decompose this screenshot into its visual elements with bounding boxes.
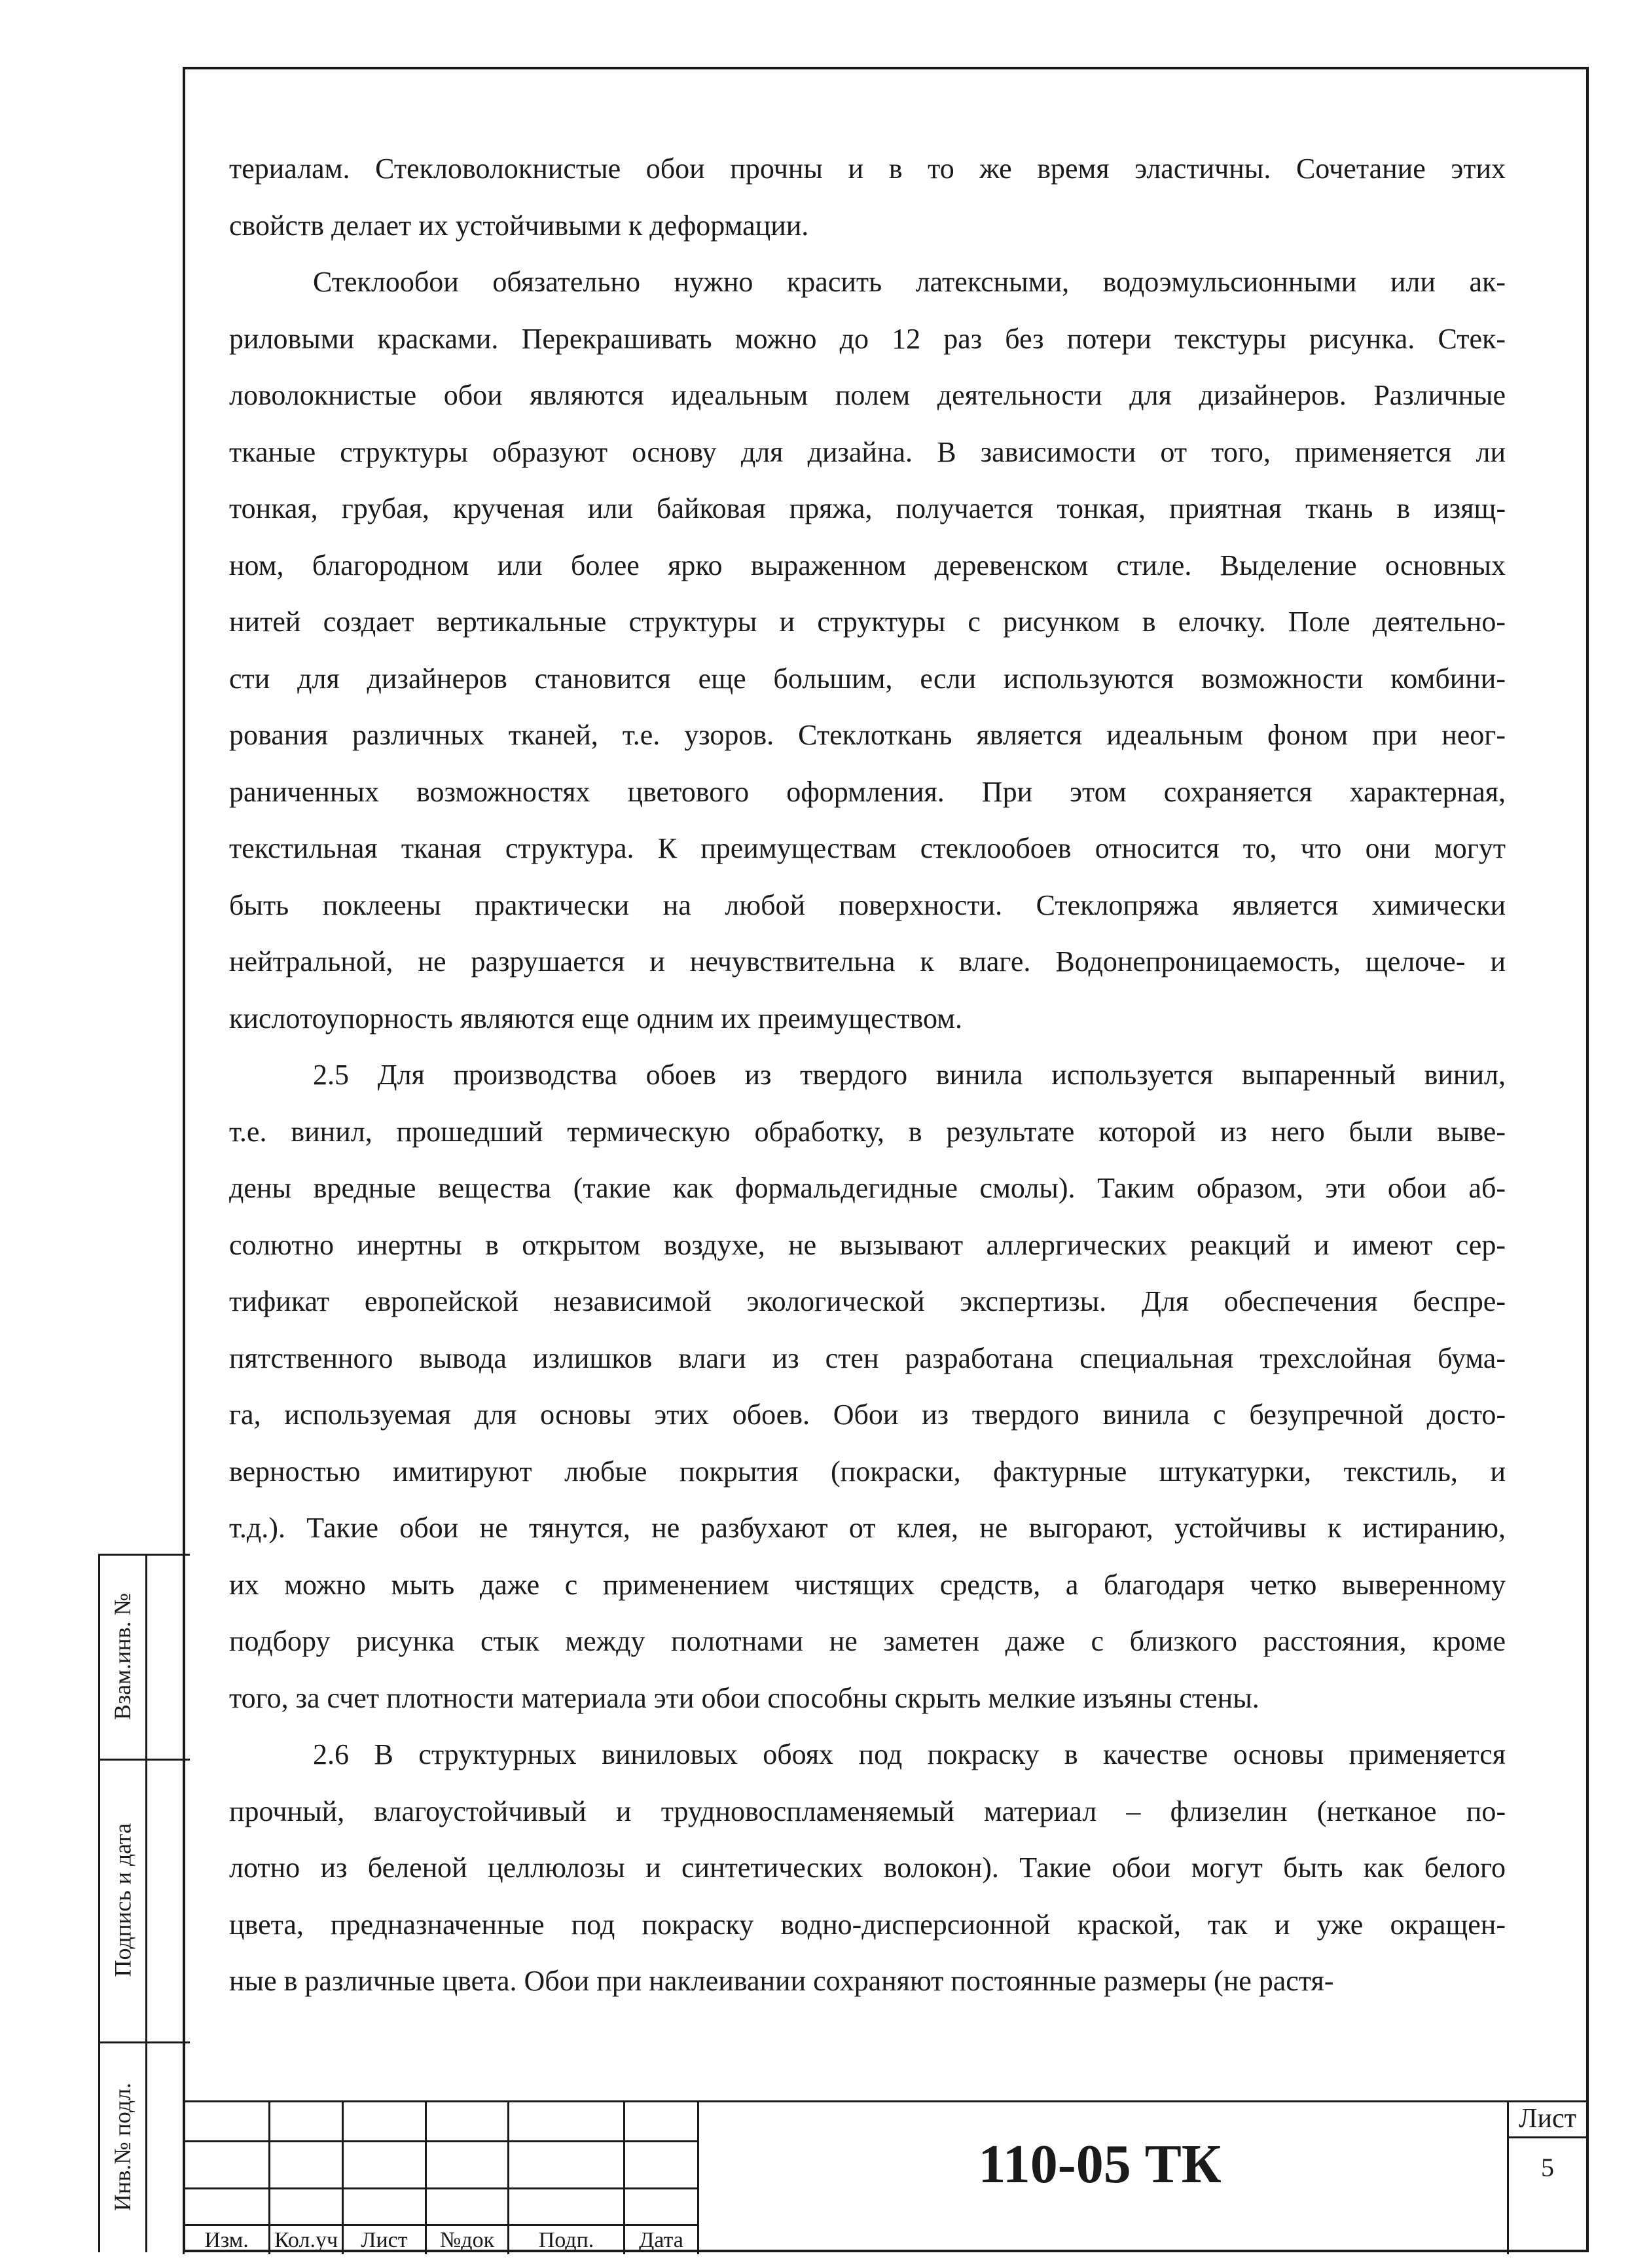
text-line: свойств делает их устойчивыми к деформации. xyxy=(229,209,809,242)
text-line: быть поклеены практически на любой поверхности. Стеклопряжа является химически xyxy=(229,888,1506,921)
text-line: лотно из беленой целлюлозы и синтетических волокон). Такие обои могут быть как белого xyxy=(229,1852,1506,1884)
text-line: тканые структуры образуют основу для дизайна. В зависимости от того, применяется ли xyxy=(229,435,1506,468)
paragraph xyxy=(229,141,1506,254)
text-line: цвета, предназначенные под покраску водно-дисперсионной краской, так и уже окращен- xyxy=(229,1908,1506,1941)
col-date: Дата xyxy=(639,2228,683,2252)
side-label-replace-inv: Взам.инв. № xyxy=(109,1592,136,1720)
text-line: ловолокнистые обои являются идеальным полем деятельности для дизайнеров. Различные xyxy=(229,379,1506,411)
text-line: нитей создает вертикальные структуры и структуры с рисунком в елочку. Поле деятельно- xyxy=(229,606,1506,638)
text-line: териалам. Стекловолокнистые обои прочны и в то же время эластичны. Сочетание этих xyxy=(229,153,1506,185)
text-line: подбору рисунка стык между полотнами не заметен даже с близкого расстояния, кроме xyxy=(229,1625,1506,1657)
text-line: т.д.). Такие обои не тянутся, не разбухают от клея, не выгорают, устойчивы к истиранию, xyxy=(229,1512,1506,1544)
col-count: Кол.уч xyxy=(274,2228,338,2252)
sheet-number: 5 xyxy=(1541,2152,1554,2182)
text-line: солютно инертны в открытом воздухе, не вызывают аллергических реакций и имеют сер- xyxy=(229,1228,1506,1261)
text-line: кислотоупорность являются еще одним их преимуществом. xyxy=(229,1002,963,1034)
side-stamp xyxy=(98,1554,190,2252)
text-line: прочный, влагоустойчивый и трудновоспламеняемый материал – флизелин (нетканое по- xyxy=(229,1795,1506,1827)
text-line: дены вредные вещества (такие как формальдегидные смолы). Таким образом, эти обои аб- xyxy=(229,1172,1506,1204)
text-line: т.е. винил, прошедший термическую обработку, в результате которой из него были выве- xyxy=(229,1115,1506,1148)
text-line: того, за счет плотности материала эти обои способны скрыть мелкие изъяны стены. xyxy=(229,1681,1259,1714)
sheet-label: Лист xyxy=(1519,2104,1576,2134)
document-code: 110-05 ТК xyxy=(978,2133,1222,2195)
text-line: тонкая, грубая, крученая или байковая пряжа, получается тонкая, приятная ткань в изящ- xyxy=(229,492,1506,524)
tb-row-line xyxy=(183,2224,697,2226)
text-line: верностью имитируют любые покрытия (покраски, фактурные штукатурки, текстиль, и xyxy=(229,1455,1506,1488)
text-line: Стеклообои обязательно нужно красить латексными, водоэмульсионными или ак- xyxy=(313,266,1506,298)
col-change: Изм. xyxy=(204,2228,249,2252)
text-line: 2.5 Для производства обоев из твердого винила используется выпаренный винил, xyxy=(313,1059,1506,1091)
paragraph xyxy=(229,254,1506,1047)
text-line: пятственного вывода излишков влаги из стен разработана специальная трехслойная бума- xyxy=(229,1342,1506,1374)
col-signature: Подп. xyxy=(538,2228,594,2252)
text-line: 2.6 В структурных виниловых обоях под покраску в качестве основы применяется xyxy=(313,1738,1506,1770)
side-label-signature-date: Подпись и дата xyxy=(109,1823,136,1977)
text-line: сти для дизайнеров становится еще большим, если используются возможности комбини- xyxy=(229,662,1506,695)
paragraph xyxy=(229,1047,1506,1727)
text-line: тификат европейской независимой экологической экспертизы. Для обеспечения беспре- xyxy=(229,1285,1506,1317)
tb-row-line xyxy=(183,2187,697,2189)
body-text xyxy=(229,141,1506,2010)
side-label-original-inv: Инв.№ подл. xyxy=(109,2082,136,2212)
tb-row-line xyxy=(183,2140,697,2142)
text-line: га, используемая для основы этих обоев. Обои из твердого винила с безупречной досто- xyxy=(229,1399,1506,1431)
text-line: рования различных тканей, т.е. узоров. Стеклоткань является идеальным фоном при неог- xyxy=(229,719,1506,751)
text-line: их можно мыть даже с применением чистящих средств, а благодаря четко выверенному xyxy=(229,1568,1506,1601)
text-line: раниченных возможностях цветового оформления. При этом сохраняется характерная, xyxy=(229,775,1506,808)
paragraph xyxy=(229,1727,1506,2010)
col-sheet: Лист xyxy=(361,2228,408,2252)
col-doc-no: №док xyxy=(439,2228,495,2252)
text-line: нейтральной, не разрушается и нечувствительна к влаге. Водонепроницаемость, щелоче- и xyxy=(229,945,1506,978)
text-line: ном, благородном или более ярко выраженном деревенском стиле. Выделение основных xyxy=(229,549,1506,581)
text-line: ные в различные цвета. Обои при наклеивании сохраняют постоянные размеры (не растя- xyxy=(229,1965,1334,1997)
text-line: текстильная тканая структура. К преимуществам стеклообоев относится то, что они могут xyxy=(229,832,1506,864)
text-line: риловыми красками. Перекрашивать можно до 12 раз без потери текстуры рисунка. Стек- xyxy=(229,322,1506,355)
